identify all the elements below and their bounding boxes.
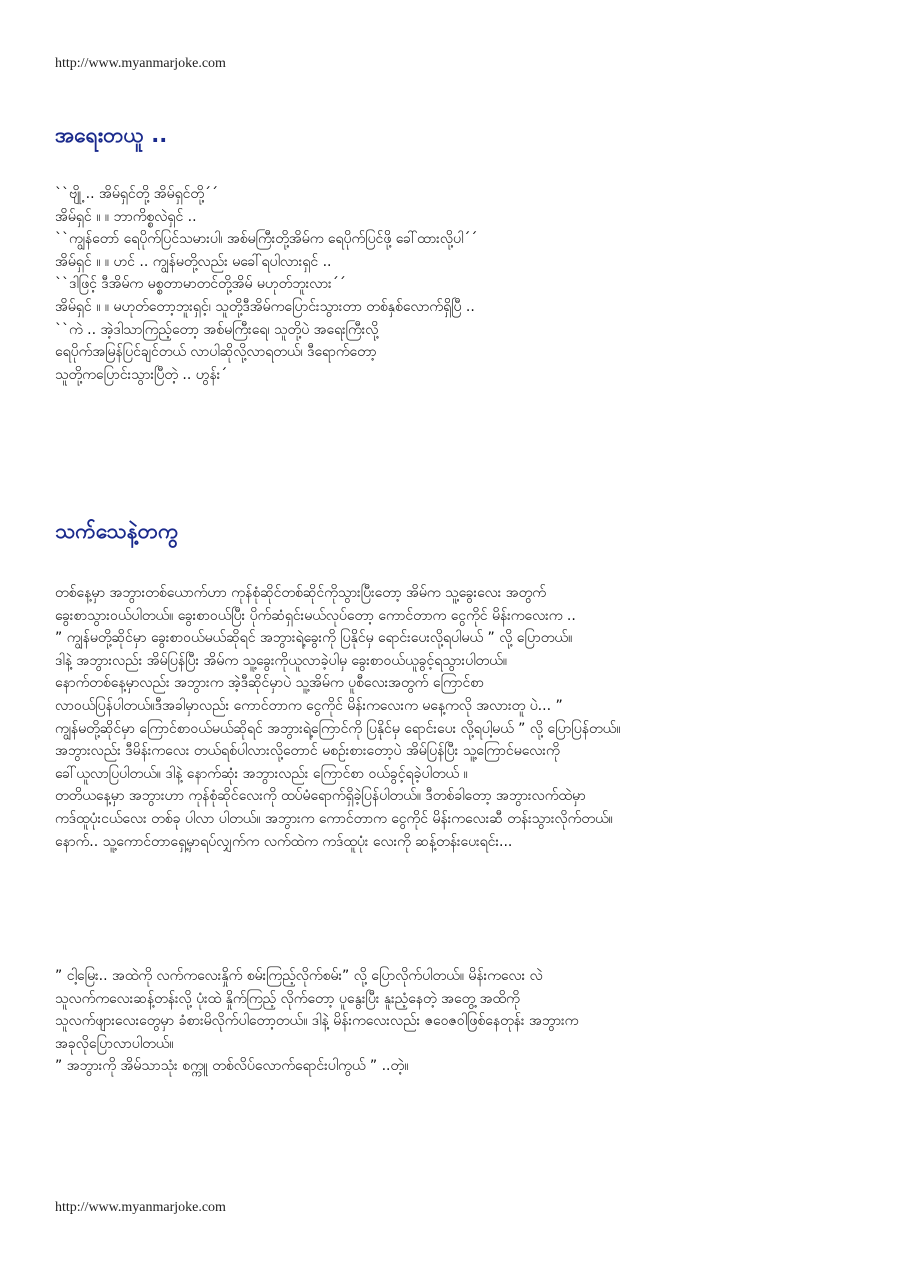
- story-line: ” ကျွန်မတို့ဆိုင်မှာ ခွေးစာဝယ်မယ်ဆိုရင် အဘွားရဲ့ခွေးကို ပြနိုင်မှ ရောင်းပေးလို့ရပါမယ် ” လို့ ပြောတယ်။: [55, 630, 573, 647]
- story-line: ” ငါ့မြေး.. အထဲကို လက်ကလေးနှိုက် စမ်းကြည့်လိုက်စမ်း” လို့ ပြောလိုက်ပါတယ်။ မိန်းကလေး လဲ: [55, 968, 543, 984]
- story-line: သူလက်ကလေးဆန့်တန်းလို့ ပုံးထဲ နှိုက်ကြည့် လိုက်တော့ ပူနွေးပြီး နူးညံ့နေတဲ့ အတွေ့ အထိကို: [55, 990, 520, 1007]
- story-line: အိမ်ရှင် ။ ။ ဟင် .. ကျွန်မတို့လည်း မခေါ်ရပါလားရှင် ..: [55, 253, 332, 270]
- story-line: နောက်.. သူ့ကောင်တာရှေ့မှာရပ်လျှက်က လက်ထဲက ကဒ်ထူပုံး လေးကို ဆန့်တန်းပေးရင်း...: [55, 833, 513, 850]
- footer-url: http://www.myanmarjoke.com: [55, 1200, 226, 1215]
- story-line: ရေပိုက်အမြန်ပြင်ချင်တယ် လာပါဆိုလို့လာရတယ်၊ ဒီရောက်တော့: [55, 344, 377, 361]
- story-line: သူလက်ဖျားလေးတွေမှာ ခံစားမိလိုက်ပါတော့တယ်။ ဒါနဲ့ မိန်းကလေးလည်း ဇဝေဇဝါဖြစ်နေတုန်း အဘွားက: [55, 1013, 579, 1030]
- story-2-body: [55, 582, 855, 853]
- story-line: သူတို့ကပြောင်းသွားပြီတဲ့ .. ဟွန်း´: [55, 366, 228, 383]
- story-line: ``ဗျို့ .. အိမ်ရှင်တို့ အိမ်ရှင်တို့´´: [55, 186, 219, 202]
- story-line: ခေါ်ယူလာပြပါတယ်။ ဒါနဲ့ နောက်ဆုံး အဘွားလည်း ကြောင်စာ ဝယ်ခွင့်ရခဲ့ပါတယ် ။: [55, 765, 468, 782]
- story-line: အခုလိုပြောလာပါတယ်။: [55, 1035, 174, 1052]
- story-title-1: အရေးတယူ ..: [55, 123, 168, 147]
- story-line: ``ကဲ .. အဲ့ဒါသာကြည့်တော့ အစ်မကြီးရေ၊ သူတို့ပဲ အရေးကြီးလို့: [55, 321, 379, 338]
- story-line: ``ဒါဖြင့် ဒီအိမ်က မစ္စတာမာတင်တို့အိမ် မဟုတ်ဘူးလား´´: [55, 276, 346, 293]
- story-line: ``ကျွန်တော် ရေပိုက်ပြင်သမားပါ၊ အစ်မကြီးတို့အိမ်က ရေပိုက်ပြင်ဖို့ ခေါ်ထားလို့ပါ´´: [55, 231, 478, 248]
- story-line: တတိယနေ့မှာ အဘွားဟာ ကုန်စုံဆိုင်လေးကို ထပ်မံရောက်ရှိခဲ့ပြန်ပါတယ်။ ဒီတစ်ခါတော့ အဘွားလက်ထဲမှာ: [55, 788, 586, 805]
- story-line: ခွေးစာသွားဝယ်ပါတယ်။ ခွေးစာဝယ်ပြီး ပိုက်ဆံရှင်းမယ်လုပ်တော့ ကောင်တာက ငွေကိုင် မိန်းကလေးက ..: [55, 607, 576, 624]
- story-line: ဒါနဲ့ အဘွားလည်း အိမ်ပြန်ပြီး အိမ်က သူ့ခွေးကိုယူလာခဲ့ပါမှ ခွေးစာဝယ်ယူခွင့်ရသွားပါတယ်။: [55, 652, 507, 669]
- story-line: ကဒ်ထူပုံးငယ်လေး တစ်ခု ပါလာ ပါတယ်။ အဘွားက ကောင်တာက ငွေကိုင် မိန်းကလေးဆီ တန်းသွားလိုက်တယ်။: [55, 810, 613, 827]
- story-line: လာဝယ်ပြန်ပါတယ်။ဒီအခါမှာလည်း ကောင်တာက ငွေကိုင် မိန်းကလေးက မနေ့ကလို အလားတူ ပဲ... ”: [55, 697, 563, 714]
- story-line: နောက်တစ်နေ့မှာလည်း အဘွားက အဲ့ဒီဆိုင်မှာပဲ သူ့အိမ်က ပူစီလေးအတွက် ကြောင်စာ: [55, 675, 484, 692]
- story-title-2: သက်သေနဲ့တကွ: [55, 519, 179, 543]
- story-2-continued: [55, 965, 855, 1078]
- story-line: အဘွားလည်း ဒီမိန်းကလေး တယ်ရစ်ပါလားလို့တောင် မစဉ်းစားတော့ပဲ အိမ်ပြန်ပြီး သူ့ကြောင်မလေးကို: [55, 743, 560, 760]
- header-url: http://www.myanmarjoke.com: [55, 56, 226, 71]
- story-line: အိမ်ရှင် ။ ။ ဘာကိစ္စလဲရှင် ..: [55, 208, 197, 225]
- story-1-body: [55, 183, 855, 386]
- story-line: ” အဘွားကို အိမ်သာသုံး စက္ကူ တစ်လိပ်လောက်ရောင်းပါကွယ် ” ..တဲ့။: [55, 1058, 409, 1075]
- story-line: ကျွန်မတို့ဆိုင်မှာ ကြောင်စာဝယ်မယ်ဆိုရင် အဘွားရဲ့ကြောင်ကို ပြနိုင်မှ ရောင်းပေး လို့ရပါ့မယ် ” လို့ ပြောပြန်တယ်။: [55, 720, 621, 737]
- story-line: အိမ်ရှင် ။ ။ မဟုတ်တော့ဘူးရှင့်၊ သူတို့ဒီအိမ်ကပြောင်းသွားတာ တစ်နှစ်လောက်ရှိပြီ ..: [55, 298, 475, 315]
- story-line: တစ်နေ့မှာ အဘွားတစ်ယောက်ဟာ ကုန်စုံဆိုင်တစ်ဆိုင်ကိုသွားပြီးတော့ အိမ်က သူ့ခွေးလေး အတွက်: [55, 585, 546, 601]
